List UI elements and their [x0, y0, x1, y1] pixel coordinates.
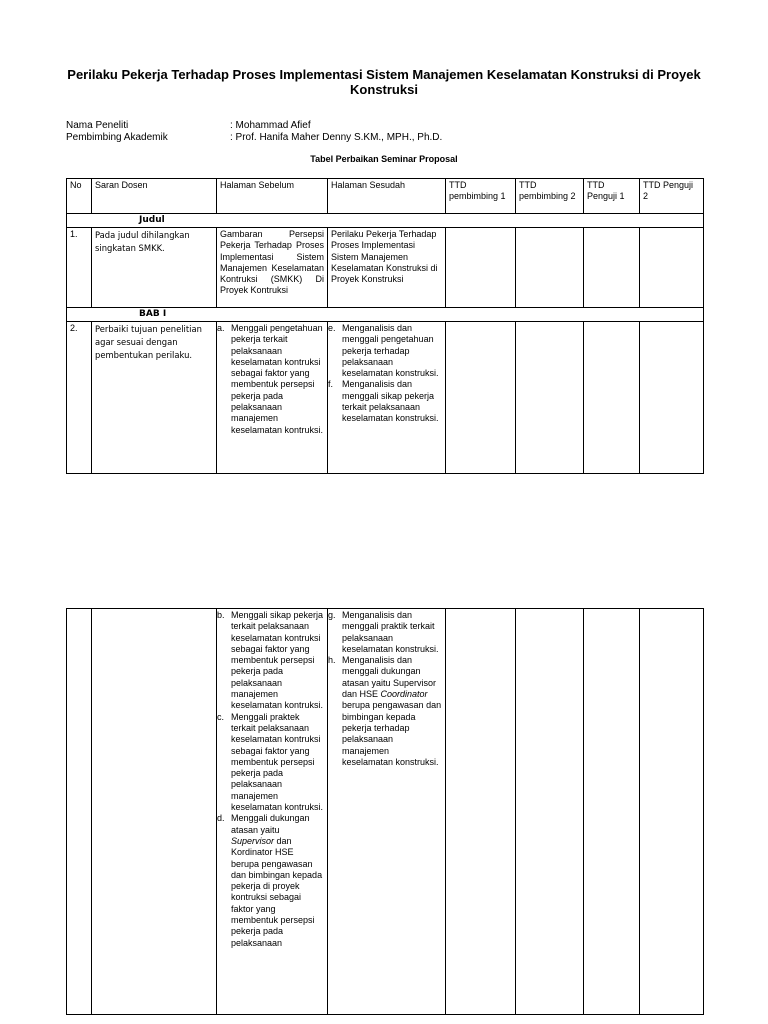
header-ttd-penguji-1: TTD Penguji 1: [584, 179, 640, 214]
list-item: [328, 379, 442, 424]
sebelum-list: [217, 610, 324, 949]
list-item: [217, 813, 324, 949]
list-item: [328, 323, 442, 379]
row-sesudah: Perilaku Pekerja Terhadap Proses Implementasi Sistem Manajemen Keselamatan Konstruksi di Proyek Konstruksi: [328, 228, 446, 308]
list-text: berupa pengawasan dan bimbingan kepada pekerja terhadap pelaksanaan manajemen keselamatan konstruksi.: [342, 700, 442, 767]
list-text: Menggali praktek terkait pelaksanaan keselamatan kontruksi sebagai faktor yang membentuk persepsi pekerja pada pelaksanaan manajemen keselamatan kontruksi.: [231, 711, 324, 813]
table-row: [67, 609, 704, 1015]
researcher-value: : Mohammad Afief: [230, 120, 311, 131]
row-sebelum: [217, 609, 328, 1015]
row-saran: Perbaiki tujuan penelitian agar sesuai dengan pembentukan perilaku.: [92, 322, 217, 474]
list-item: [217, 711, 324, 814]
revision-table-part-1: [66, 178, 704, 474]
table-row: [67, 322, 704, 474]
section-judul: Judul: [67, 214, 704, 228]
ttd-cell: [640, 609, 704, 1015]
list-text: Menggali sikap pekerja terkait pelaksanaan keselamatan kontruksi sebagai faktor yang membentuk persepsi pekerja pada pelaksanaan manajemen keselamatan kontruksi.: [231, 610, 324, 711]
ttd-cell: [584, 609, 640, 1015]
list-item: [328, 610, 442, 655]
sesudah-list: [328, 610, 442, 768]
list-text-italic: Coordinator: [380, 689, 428, 700]
row-no: 2.: [67, 322, 92, 474]
header-sebelum: Halaman Sebelum: [217, 179, 328, 214]
list-item: [217, 323, 324, 436]
row-no: 1.: [67, 228, 92, 308]
header-ttd-pembimbing-1: TTD pembimbing 1: [446, 179, 516, 214]
header-ttd-pembimbing-2: TTD pembimbing 2: [516, 179, 584, 214]
row-sesudah: [328, 609, 446, 1015]
header-no: No: [67, 179, 92, 214]
list-marker: f.: [328, 379, 334, 390]
advisor-row: [66, 132, 566, 144]
ttd-cell: [516, 228, 584, 308]
table-header-row: [67, 179, 704, 214]
ttd-cell: [584, 322, 640, 474]
ttd-cell: [446, 322, 516, 474]
sebelum-list: [217, 323, 324, 436]
ttd-cell: [640, 322, 704, 474]
ttd-cell: [584, 228, 640, 308]
researcher-row: [66, 120, 566, 132]
row-no: [67, 609, 92, 1015]
ttd-cell: [516, 322, 584, 474]
ttd-cell: [446, 609, 516, 1015]
list-text: Menganalisis dan menggali sikap pekerja terkait pelaksanaan keselamatan konstruksi.: [342, 379, 439, 424]
list-marker: d.: [217, 813, 225, 824]
row-sesudah: [328, 322, 446, 474]
ttd-cell: [446, 228, 516, 308]
researcher-label: Nama Peneliti: [66, 120, 129, 131]
list-text: Menganalisis dan menggali praktik terkait pelaksanaan keselamatan konstruksi.: [342, 610, 439, 654]
list-marker: h.: [328, 655, 336, 666]
row-saran: Pada judul dihilangkan singkatan SMKK.: [92, 228, 217, 308]
list-marker: c.: [217, 711, 225, 722]
document-title: Perilaku Pekerja Terhadap Proses Implementasi Sistem Manajemen Keselamatan Konstruksi di Proyek Konstruksi: [67, 67, 701, 97]
advisor-label: Pembimbing Akademik: [66, 132, 168, 143]
row-sebelum: Gambaran Persepsi Pekerja Terhadap Proses Implementasi Sistem Manajemen Keselamatan Kontruksi (SMKK) Di Proyek Kontruksi: [217, 228, 328, 308]
revision-table-part-2: [66, 608, 704, 1015]
list-text: Menggali dukungan atasan yaitu: [231, 813, 310, 835]
section-bab1: BAB I: [67, 308, 704, 322]
header-saran: Saran Dosen: [92, 179, 217, 214]
list-marker: a.: [217, 323, 225, 333]
list-item: [217, 610, 324, 712]
list-text: Menggali pengetahuan pekerja terkait pelaksanaan keselamatan kontruksi sebagai faktor yang membentuk persepsi pekerja pada pelaksanaan manajemen keselamatan kontruksi.: [231, 323, 324, 435]
header-ttd-penguji-2: TTD Penguji 2: [640, 179, 704, 214]
list-text: dan Kordinator HSE berupa pengawasan dan bimbingan kepada pekerja di proyek kontruksi sebagai faktor yang membentuk persepsi pekerja pada pelaksanaan: [231, 835, 323, 948]
list-marker: b.: [217, 610, 225, 620]
table-row: [67, 228, 704, 308]
sesudah-list: [328, 323, 442, 425]
row-saran: [92, 609, 217, 1015]
section-row-judul: [67, 214, 704, 228]
list-item: [328, 655, 442, 768]
list-marker: g.: [328, 610, 336, 620]
list-text: Menganalisis dan menggali pengetahuan pekerja terhadap pelaksanaan keselamatan konstruksi.: [342, 323, 439, 379]
table-caption: Tabel Perbaikan Seminar Proposal: [310, 154, 458, 164]
ttd-cell: [640, 228, 704, 308]
list-text-italic: Supervisor: [231, 835, 275, 846]
advisor-value: : Prof. Hanifa Maher Denny S.KM., MPH., Ph.D.: [230, 132, 443, 143]
header-sesudah: Halaman Sesudah: [328, 179, 446, 214]
list-text: Menganalisis dan menggali dukungan atasan yaitu Supervisor dan HSE: [342, 655, 437, 700]
section-row-bab1: [67, 308, 704, 322]
list-marker: e.: [328, 323, 336, 333]
row-sebelum: [217, 322, 328, 474]
ttd-cell: [516, 609, 584, 1015]
